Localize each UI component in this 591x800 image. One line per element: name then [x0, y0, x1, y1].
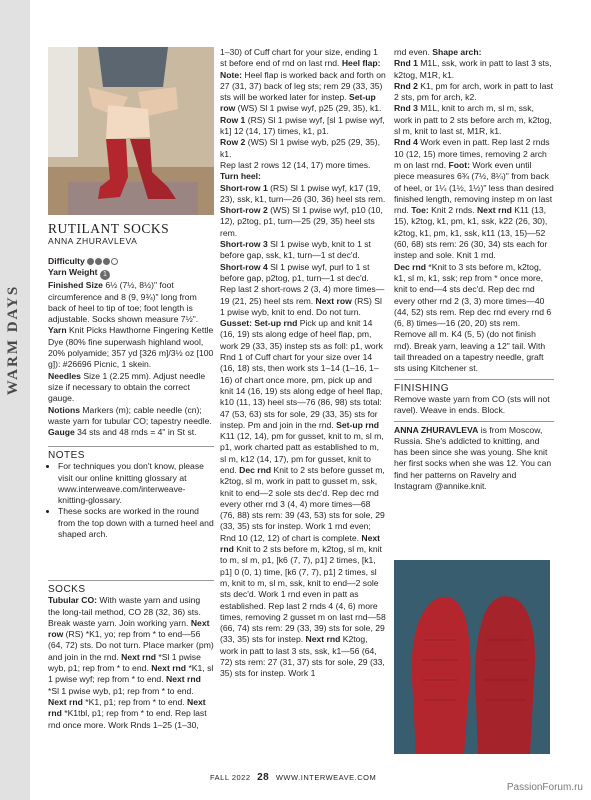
- step-text: *K1, p1; rep from * to end.: [85, 696, 185, 707]
- step-text: Knit 2 rnds.: [431, 205, 475, 216]
- toe-label: Toe:: [411, 205, 429, 216]
- step-text: *Sl 1 pwise wyb, p1; rep from * to end.: [48, 685, 194, 696]
- specs-block: [48, 256, 214, 438]
- sock-model-illustration: [48, 47, 214, 215]
- designer-name: ANNA ZHURAVLEVA: [48, 236, 138, 246]
- yarn-weight-icon: 1: [100, 270, 110, 280]
- step-text: K2tog, work in patt to last 3 sts, ssk, k1—56 (64, 72) sts rem: 27 (31, 37) sts for sole, 29 (33, 35) sts for instep. Work 1: [220, 634, 385, 679]
- gusset-label: Gusset: Set-up rnd: [220, 318, 298, 329]
- step-text: Work even in patt. Rep last 2 rnds 10 (12, 15) more times, removing 2 arch m on last rnd.: [394, 137, 550, 170]
- divider: [394, 379, 554, 380]
- step-text: Sl 1 pwise wyf, purl to 1 st before gap, p2tog, p1, turn—1 st dec'd. Rep last 2 short-rows 2 (3, 4) more times—19 (21, 25) heel sts rem.: [220, 261, 385, 306]
- step-label: Next rnd: [48, 696, 83, 707]
- difficulty-dot-empty-icon: [111, 258, 118, 265]
- step-text: (RS) Sl 1 pwise wyf, [sl 1 pwise wyf, k1] 12 (14, 17) times, k1, p1.: [220, 114, 385, 137]
- step-label: Next rnd: [305, 634, 341, 645]
- step-label: Rnd 4: [394, 137, 418, 148]
- step-label: Next rnd: [220, 532, 381, 555]
- difficulty-dot-icon: [95, 258, 102, 265]
- step-label: Next rnd: [121, 651, 156, 662]
- finished-size-label: Finished Size: [48, 280, 103, 291]
- model-photo: [48, 47, 214, 215]
- step-text: Rep last 2 rows 12 (14, 17) more times.: [220, 159, 371, 170]
- magazine-url: WWW.INTERWEAVE.COM: [275, 773, 377, 782]
- step-label: Rnd 1: [394, 58, 418, 69]
- socks-feet-illustration: [394, 560, 550, 754]
- step-label: Next rnd: [151, 663, 187, 674]
- step-text: *K1, sl 1 pwise wyf; rep from * to end.: [48, 663, 214, 685]
- step-text: K1, pm for arch, work in patt to last 2 sts, pm for arch, k2.: [394, 80, 554, 103]
- step-text: *Sl 1 pwise wyb, p1; rep from * to end.: [48, 651, 201, 674]
- step-text: K11 (13, 15), k2tog, k1, pm, k1, ssk, k22 (26, 30), k2tog, k1, pm, k1, ssk, k11 (13, 15)—52 (60, 68) sts rem: 26 (30, 34) sts each for instep and sole. Knit 1 rnd.: [394, 205, 548, 261]
- yarn-label: Yarn: [48, 325, 67, 336]
- step-text: (RS) *K1, yo; rep from * to end—56 (64, 72) sts. Do not turn. Place marker (pm) and join in the rnd.: [48, 629, 214, 662]
- difficulty-dots: [87, 256, 119, 266]
- step-label: Short-row 1: [220, 182, 268, 193]
- turn-heel-label: Turn heel:: [220, 171, 261, 182]
- finished-size-text: 6½ (7½, 8½)" foot circumference and 8 (9, 9¾)" long from back of heel to tip of toe; foot length is adjustable. Socks shown measure 7½".: [48, 280, 199, 325]
- gauge-text: 34 sts and 48 rnds = 4" in St st.: [77, 427, 197, 438]
- step-label: Next rnd: [476, 205, 512, 216]
- socks-heading: SOCKS: [48, 584, 86, 595]
- step-text: M1L, knit to arch m, sl m, ssk, work in patt to 2 sts before arch m, k2tog, sl m, knit to last st, M1R, k1.: [394, 103, 552, 137]
- step-label: Row 1: [220, 114, 246, 125]
- step-label: Set-up rnd: [336, 419, 380, 430]
- foot-label: Foot:: [448, 159, 470, 170]
- step-label: Short-row 3: [220, 239, 268, 250]
- step-text: (RS) Sl 1 pwise wyb, knit to end. Do not turn.: [220, 295, 382, 317]
- difficulty-dot-icon: [87, 258, 94, 265]
- divider: [394, 421, 554, 422]
- note-item: • These socks are worked in the round from the top down with a turned heel and shaped arch.: [58, 506, 214, 540]
- step-text: Heel flap is worked back and forth on 27 (31, 37) back of leg sts; rem 29 (33, 35) sts will be worked later for instep.: [220, 69, 386, 103]
- step-text: 1–30) of Cuff chart for your size, ending 1 st before end of rnd on last rnd.: [220, 47, 378, 69]
- page-footer: [210, 772, 376, 783]
- notions-label: Notions: [48, 404, 80, 415]
- watermark: PassionForum.ru: [506, 782, 583, 793]
- difficulty-dot-icon: [103, 258, 110, 265]
- step-label: Next rnd: [165, 674, 201, 685]
- socks-feet-photo: [394, 560, 550, 754]
- step-label: Set-up row: [220, 92, 376, 114]
- step-text: M1L, ssk, work in patt to last 3 sts, k2tog, M1R, k1.: [394, 58, 552, 80]
- step-label: Next row: [48, 617, 210, 640]
- tubular-co-label: Tubular CO:: [48, 595, 98, 606]
- step-text: *Knit to 3 sts before m, k2tog, k1, sl m, k1, ssk; rep from * once more, knit to end—4 sts dec'd. Rep dec rnd every other rnd 2 (3, 3) more times—40 (44, 52) sts rem. Rep dec rnd every rnd 6 (6, 8) times—16 (20, 20) sts rem. Remove all m. K4 (5, 5) (do not finish rnd). Break yarn, leaving a 12" tail. With tail threaded on a tapestry needle, graft sts using Kitchener st.: [394, 261, 552, 374]
- difficulty-label: Difficulty: [48, 256, 85, 266]
- notes-heading: NOTES: [48, 450, 85, 461]
- step-label: Next rnd: [48, 696, 206, 719]
- bio-text: is from Moscow, Russia. She's addicted to knitting, and has been since she was young. She knit her first socks when she was 12. You can find her patterns on Ravelry and Instagram @annike.knit.: [394, 424, 552, 491]
- note-item: • For techniques you don't know, please visit our online knitting glossary at www.interweave.com/interweave-knitting-glossary.: [58, 461, 214, 506]
- step-text: Knit to 2 sts before gusset m, k2tog, sl m, work in patt to gusset m, ssk, knit to end—2 sole sts dec'd. Rep dec rnd every other rnd 3 (4, 4) more times—68 (76, 88) sts rem: 39 (43, 53) sts for sole, 29 (33, 35) sts for instep. Work 1 rnd even; Rnd 10 (12, 12) of chart is complete.: [220, 464, 385, 543]
- step-label: Rnd 3: [394, 103, 418, 114]
- gauge-label: Gauge: [48, 427, 75, 438]
- notes-block: [48, 450, 214, 540]
- finishing-text: Remove waste yarn from CO (sts will not ravel). Weave in ends. Block.: [394, 393, 550, 416]
- step-label: Dec rnd: [239, 464, 272, 475]
- step-label: Row 2: [220, 137, 246, 148]
- finishing-heading: FINISHING: [394, 382, 450, 394]
- instructions-column-3: [394, 47, 554, 492]
- step-label: Short-row 4: [220, 261, 268, 272]
- step-text: Work even until piece measures 6¾ (7½, 8¼)" from back of heel, or 1¼ (1½, 1½)" less than desired finished length, removing instep m on last rnd.: [394, 159, 554, 216]
- step-text: Pick up and knit 14 (16, 19) sts along edge of heel flap, pm, work 29 (33, 35) instep sts as foll: p1, work Rnd 1 of Cuff chart for your size over 14 (16, 18) sts, then work sts 1–14 (1–16, 1–16) of chart once more, pm, pick up and knit 14 (16, 19) sts along edge of heel flap, k10 (11, 13) heel sts—76 (86, 98) sts total: 47 (53, 63) sts for sole, 29 (33, 35) sts for instep. Pm and join in the rnd.: [220, 318, 383, 430]
- yarn-text: Knit Picks Hawthorne Fingering Kettle Dye (80% fine superwash highland wool, 20% polyamide; 357 yd [326 m]/3½ oz [100 g]): #26696 Picnic, 1 skein.: [48, 325, 214, 370]
- step-text: (WS) Sl 1 pwise wyb, p25 (29, 35), k1.: [220, 137, 380, 159]
- bio-name: ANNA ZHURAVLEVA: [394, 424, 479, 435]
- step-label: Short-row 2: [220, 205, 268, 216]
- shape-arch-label: Shape arch:: [432, 47, 482, 57]
- issue-season: FALL 2022: [210, 773, 251, 782]
- step-text: (RS) Sl 1 pwise wyf, k17 (19, 23), ssk, k1, turn—26 (30, 36) heel sts rem.: [220, 182, 386, 204]
- step-label: Next row: [315, 295, 352, 306]
- section-label: WARM DAYS: [5, 284, 21, 396]
- step-label: Dec rnd: [394, 261, 426, 272]
- step-text: Sl 1 pwise wyb, knit to 1 st before gap, ssk, k1, turn—1 st dec'd.: [220, 239, 371, 261]
- step-text: (WS) Sl 1 pwise wyf, p25 (29, 35), k1.: [237, 103, 382, 114]
- step-text: (WS) Sl 1 pwise wyf, p10 (10, 12), p2tog, p1, turn—25 (29, 35) heel sts rem.: [220, 205, 383, 238]
- tubular-co-text: With waste yarn and using the long-tail method, CO 28 (32, 36) sts. Break waste yarn. Join working yarn.: [48, 595, 201, 628]
- divider: [48, 580, 214, 581]
- needles-label: Needles: [48, 370, 81, 381]
- yarn-weight-label: Yarn Weight: [48, 267, 98, 278]
- step-text: Knit to 2 sts before m, k2tog, sl m, knit to m, sl m, p1, [k6 (7, 7), p1] 2 times, [k1, p1] 0 (0, 1) time, [k6 (7, 7), p1] 2 times, sl m, knit to m, sl m, ssk, knit to end—2 sole sts dec'd. Work 1 rnd even in patt as established. Rep last 2 rnds 4 (4, 6) more times, removing 2 gusset m on last rnd—58 (66, 74) sts rem: 29 (33, 39) sts for sole, 29 (33, 35) sts for instep.: [220, 544, 386, 645]
- step-text: K11 (12, 14), pm for gusset, knit to m, sl m, p1, work charted patt as established to m, sl m, k12 (14, 17), pm for gusset, knit to end.: [220, 431, 384, 475]
- divider: [48, 446, 214, 447]
- step-label: Rnd 2: [394, 80, 418, 91]
- instructions-column-2: [220, 47, 386, 680]
- step-text: *K1tbl, p1; rep from * to end. Rep last rnd once more. Work Rnds 1–25 (1–30,: [48, 708, 207, 730]
- step-text: rnd even.: [394, 47, 430, 57]
- pattern-title: RUTILANT SOCKS: [48, 221, 170, 236]
- socks-block: [48, 584, 214, 731]
- page-number: 28: [257, 772, 270, 783]
- notions-text: Markers (m); cable needle (cn); waste yarn for tubular CO; tapestry needle.: [48, 404, 212, 426]
- needles-text: Size 1 (2.25 mm). Adjust needle size if necessary to obtain the correct gauge.: [48, 370, 206, 404]
- heel-flap-label: Heel flap: Note:: [220, 58, 381, 80]
